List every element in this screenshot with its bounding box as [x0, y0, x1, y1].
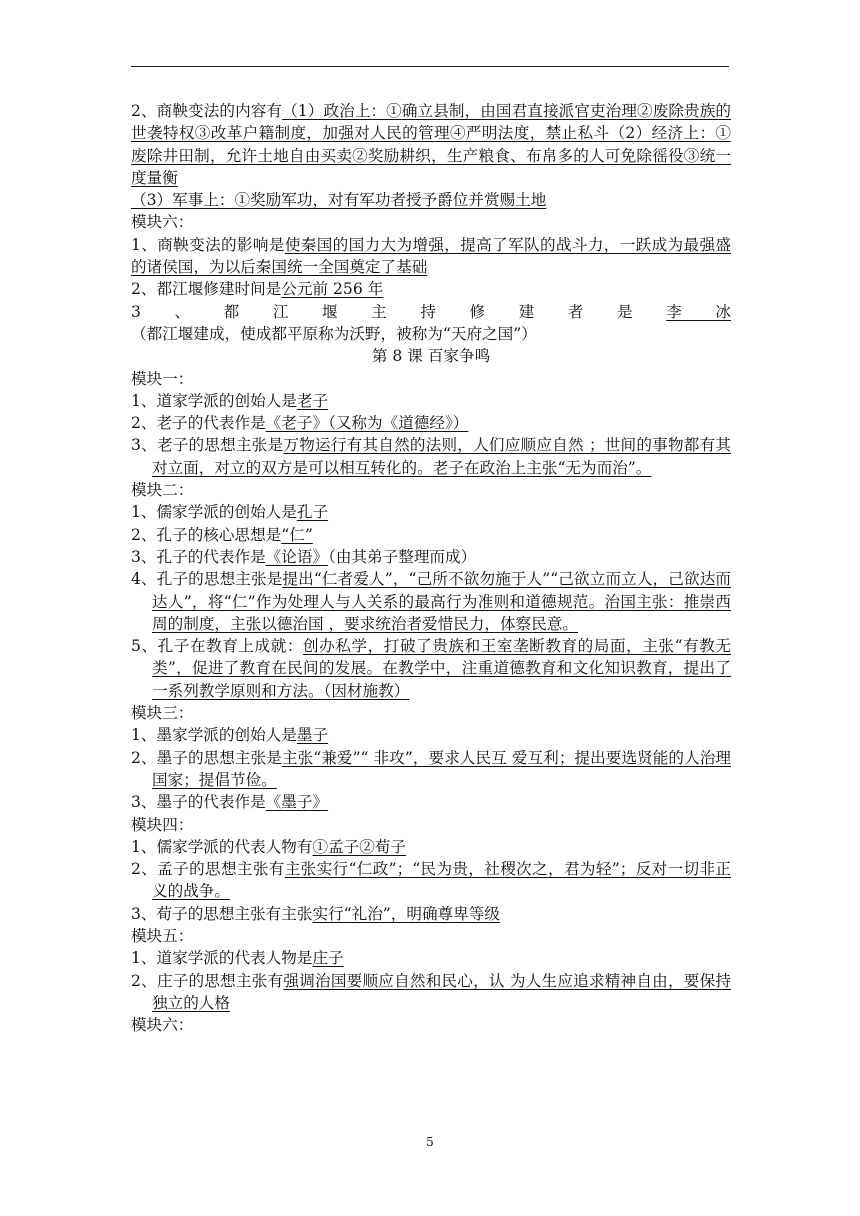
module-heading: 模块四：	[131, 815, 194, 834]
module-heading: 模块五：	[131, 926, 194, 945]
answer-text: 《墨子》	[265, 793, 329, 812]
answer-text: 《论语》	[265, 547, 329, 566]
lesson-title: 第 8 课 百家争鸣	[371, 347, 491, 366]
text: 2、孟子的思想主张有	[131, 860, 285, 879]
answer-text: 主张实行“仁政”；“民为贵，社稷次之，君为轻”；反对一切非正义的战争。	[152, 860, 732, 901]
text: 2、老子的代表作是	[131, 414, 266, 433]
list-item	[131, 301, 731, 346]
text: 2、都江堰修建时间是	[131, 280, 282, 299]
answer-text: 庄子	[312, 949, 344, 968]
module-heading: 模块二：	[131, 481, 194, 500]
text: 1、道家学派的代表人物是	[131, 949, 313, 968]
module-heading: 模块三：	[131, 704, 194, 723]
answer-text: 墨子	[296, 726, 329, 745]
answer-text: 孔子	[296, 503, 329, 522]
list-item	[131, 947, 731, 969]
list-item	[131, 412, 731, 434]
answer-text: 提出“仁者爱人”，“己所不欲勿施于人”“己欲立而立人，己欲达而达人”，将“仁”作为处理人与人关系的最高行为准则和道德规范。治国主张：推崇西周的制度，主张以德治国 ，要求统治者爱惜民力，体察民意。	[152, 570, 731, 633]
list-item	[131, 635, 731, 702]
answer-text: 使秦国的国力大为增强，提高了军队的战斗力，一跃成为最强盛的诸侯国，为以后秦国统一全国奠定了基础	[131, 235, 731, 277]
module-heading: 模块六：	[131, 213, 194, 232]
list-item	[131, 390, 731, 412]
document-body	[131, 100, 731, 1036]
page-number: 5	[426, 1135, 434, 1149]
list-item	[131, 724, 731, 746]
list-item	[131, 791, 731, 813]
answer-text: 公元前 256 年	[281, 280, 384, 299]
list-item	[131, 278, 731, 300]
list-item	[131, 836, 731, 858]
header-rule	[131, 66, 729, 67]
list-item	[131, 747, 731, 792]
answer-text: 主张“兼爱”“ 非攻”，要求人民互 爱互利；提出要选贤能的人治理国家；提倡节俭。	[152, 748, 731, 789]
text: 2、孔子的核心思想是	[131, 525, 282, 544]
module-heading: 模块六：	[131, 1016, 194, 1035]
answer-text: 实行“礼治”，明确尊卑等级	[312, 904, 500, 923]
module-heading: 模块一：	[131, 369, 194, 388]
answer-text: 老子	[296, 391, 329, 410]
text: 4、孔子的思想主张是	[131, 570, 283, 589]
text: 1、儒家学派的创始人是	[131, 503, 297, 522]
list-item	[131, 501, 731, 523]
list-item	[131, 524, 731, 546]
text: 1、道家学派的创始人是	[131, 391, 297, 410]
text: （都江堰建成，使成都平原称为沃野，被称为“天府之国”）	[131, 324, 537, 343]
text: 5、孔子在教育上成就：	[131, 637, 304, 656]
answer-text: 万物运行有其自然的法则，人们应顺应自然 ；世间的事物都有其对立面，对立的双方是可以相互转化的。老子在政治上主张“无为而治”。	[152, 436, 732, 477]
text: 3、孔子的代表作是	[131, 547, 266, 566]
list-item	[131, 434, 731, 479]
text: 1、墨家学派的创始人是	[131, 726, 297, 745]
text: 2、墨子的思想主张是	[131, 748, 282, 767]
text: 2、庄子的思想主张有	[131, 971, 284, 990]
answer-text: ①孟子②荀子	[312, 837, 407, 856]
text: 3、老子的思想主张是	[131, 436, 284, 455]
answer-text: “仁”	[281, 525, 313, 544]
answer-text: 《老子》（又称为《道德经》）	[265, 414, 469, 433]
paragraph-military	[131, 189, 731, 211]
text: 3、荀子的思想主张有主张	[131, 904, 313, 923]
answer-text: （1）政治上：①确立县制，由国君直接派官吏治理②废除贵族的世袭特权③改革户籍制度，加强对人民的管理④严明法度，禁止私斗（2）经济上：①废除井田制，允许土地自由买卖②奖励耕织，生产粮食、布帛多的人可免除徭役③统一度量衡	[131, 102, 732, 187]
text: 1、商鞅变法的影响是	[131, 235, 285, 254]
list-item	[131, 234, 731, 279]
answer-text: 强调治国要顺应自然和民心，认 为人生应追求精神自由，要保持独立的人格	[152, 971, 732, 1012]
list-item	[131, 970, 731, 1015]
text: 3、都江堰主持修建者是	[131, 302, 667, 321]
text: 3、墨子的代表作是	[131, 793, 266, 812]
text: （由其弟子整理而成）	[328, 547, 477, 566]
paragraph-shang-yang-content	[131, 100, 731, 189]
list-item	[131, 858, 731, 903]
text: 1、儒家学派的代表人物有	[131, 837, 313, 856]
answer-text: 创办私学，打破了贵族和王室垄断教育的局面，主张“有教无类”，促进了教育在民间的发展。在教学中，注重道德教育和文化知识教育，提出了一系列教学原则和方法。（因材施教）	[152, 637, 732, 700]
list-item	[131, 903, 731, 925]
answer-text: （3）军事上：①奖励军功，对有军功者授予爵位并赏赐土地	[131, 191, 547, 210]
text: 2、商鞅变法的内容有	[131, 102, 283, 120]
list-item	[131, 568, 731, 635]
answer-text: 李冰	[666, 302, 731, 321]
list-item	[131, 546, 731, 568]
